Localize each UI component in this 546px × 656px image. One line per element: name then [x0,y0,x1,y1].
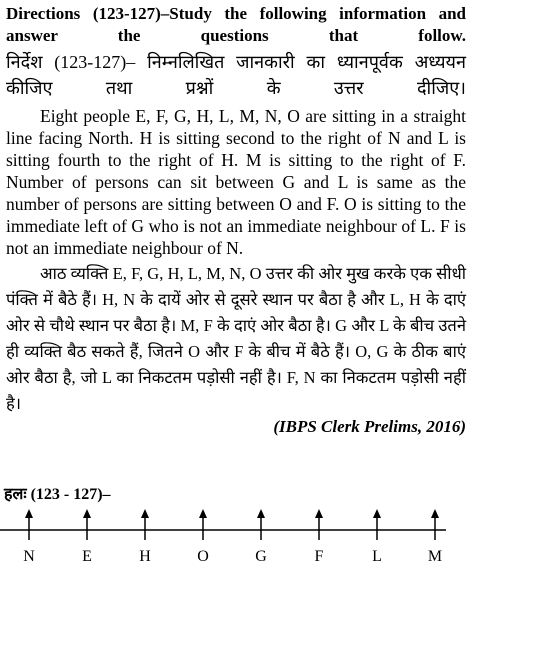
seat-label: F [314,548,324,565]
seat-label: E [82,548,92,565]
passage-english: Eight people E, F, G, H, L, M, N, O are sitting in a straight line facing North. H is sitting second to the right of N and L is sitting fourth to the right of H. M is sitting to the right of F. Number of persons can sit between G and L is same as the number of persons are sitting between O and F. O is sitting to the immediate left of G who is not an immediate neighbour of L. F is not an immediate neighbour of N. [6,106,466,258]
seat-label: N [23,548,35,565]
seat-f [315,509,324,565]
seat-l [372,509,382,565]
directions-hindi: निर्देश (123-127)– निम्नलिखित जानकारी का ध्यानपूर्वक अध्ययन कीजिए तथा प्रश्नों के उत्तर दीजिए। [6,52,466,98]
question-block [6,0,466,437]
arrow-head [373,509,381,518]
arrow-head [315,509,323,518]
solution-label: हलः (123 - 127)– [4,486,111,503]
source-citation: (IBPS Clerk Prelims, 2016) [273,417,466,436]
seat-label: M [427,548,443,565]
seat-o [197,509,209,565]
seat-label: H [139,548,151,565]
passage-hindi: आठ व्यक्ति E, F, G, H, L, M, N, O उत्तर की ओर मुख करके एक सीधी पंक्ति में बैठे हैं। H, N के दायें ओर से दूसरे स्थान पर बैठा है और L, H के दाएं ओर से चौथे स्थान पर बैठा है। M, F के दाएं ओर बैठा है। G और L के बीच उतने ही व्यक्ति बैठ सकते हैं, जितने O और F के बीच में बैठे हैं। O, G के ठीक बाएं ओर बैठा है, जो L का निकटतम पड़ोसी नहीं है। F, N का निकटतम पड़ोसी नहीं है। [6,264,466,413]
seating-arrangement-diagram [0,500,546,570]
seat-label: L [372,548,382,565]
seat-g [255,509,267,565]
arrow-head [199,509,207,518]
arrow-head [25,509,33,518]
arrow-head [83,509,91,518]
directions-english: Directions (123-127)–Study the following information and answer the questions that follow. [6,4,466,45]
seat-h [139,509,151,565]
seat-e [82,509,92,565]
seat-m [428,509,442,565]
arrow-head [257,509,265,518]
seat-label: G [255,548,267,565]
seat-label: O [197,548,209,565]
arrow-head [141,509,149,518]
arrow-head [431,509,439,518]
seat-n [23,509,35,565]
